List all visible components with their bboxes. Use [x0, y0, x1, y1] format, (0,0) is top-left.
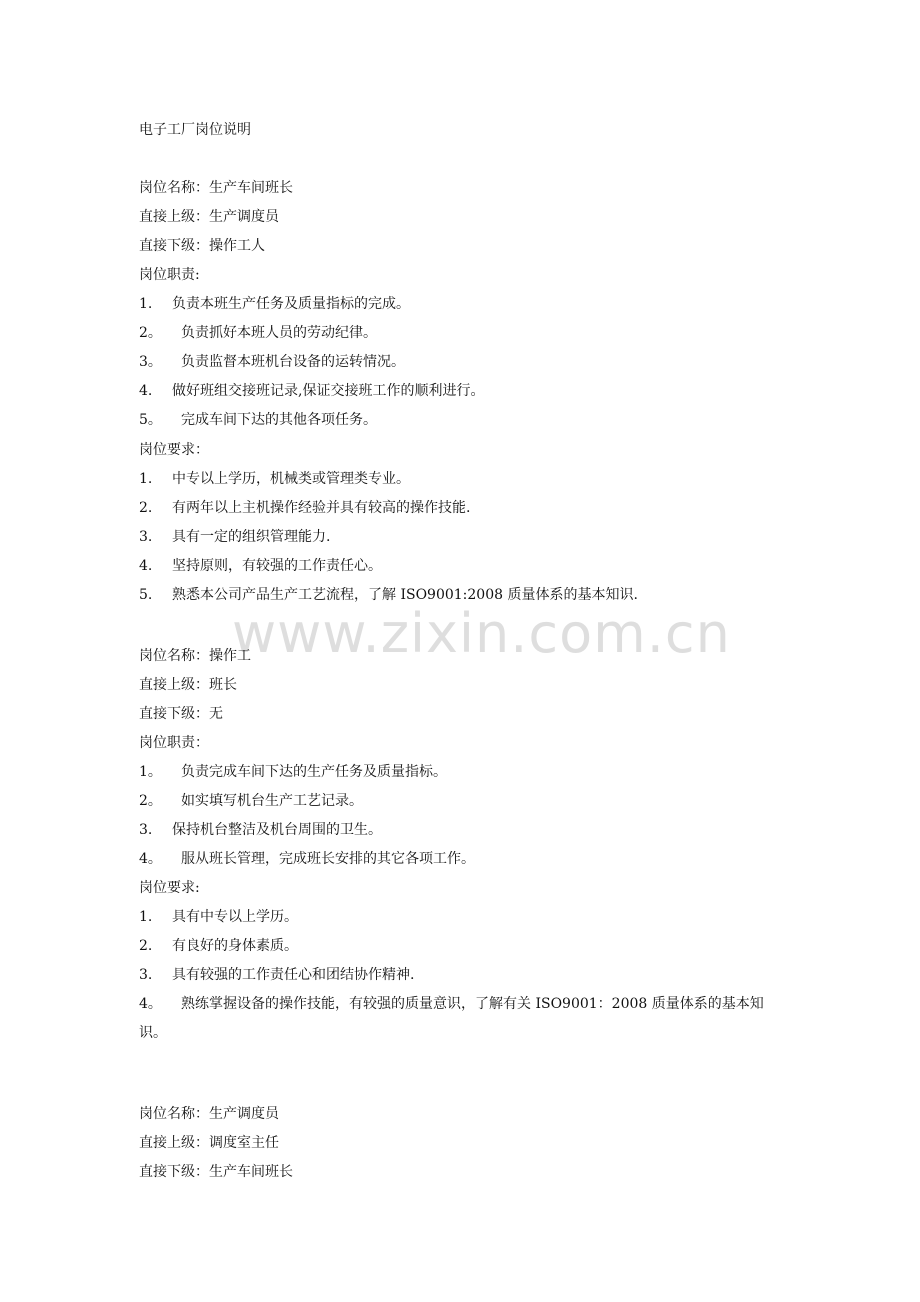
watermark: www.zixin.com.cn: [232, 602, 731, 665]
sec2-requirement-item: [139, 936, 298, 956]
list-text: 如实填写机台生产工艺记录。: [181, 793, 363, 809]
sec1-duty-item: [139, 381, 484, 401]
list-number: 1.: [139, 471, 153, 487]
sec2-position-name: 岗位名称：操作工: [139, 648, 251, 664]
list-number: 5.: [139, 587, 153, 603]
sec3-position-name: 岗位名称：生产调度员: [139, 1106, 279, 1122]
sec1-duties-heading: 岗位职责:: [139, 267, 200, 283]
list-number: 4.: [139, 383, 153, 399]
list-text: 有良好的身体素质。: [172, 938, 298, 954]
document-title: 电子工厂岗位说明: [139, 122, 251, 138]
sec2-duties-heading: 岗位职责：: [139, 735, 209, 751]
list-text: 具有中专以上学历。: [172, 909, 298, 925]
sec2-duty-item: [139, 762, 447, 782]
list-text: 保持机台整洁及机台周围的卫生。: [172, 822, 382, 838]
list-number: 4。: [139, 996, 162, 1012]
list-number: 3。: [139, 354, 162, 370]
sec2-requirement-item: [139, 990, 784, 1048]
sec3-direct-superior: 直接上级：调度室主任: [139, 1135, 279, 1151]
list-text: 具有一定的组织管理能力.: [172, 529, 331, 545]
list-text: 熟练掌握设备的操作技能，有较强的质量意识，了解有关 ISO9001：2008 质量体系的基本知识。: [139, 996, 764, 1041]
sec2-duty-item: [139, 820, 382, 840]
sec1-requirement-item: [139, 556, 382, 576]
list-number: 1.: [139, 909, 153, 925]
sec2-direct-superior: 直接上级：班长: [139, 677, 237, 693]
sec1-duty-item: [139, 352, 405, 372]
sec1-direct-superior: 直接上级：生产调度员: [139, 209, 279, 225]
list-number: 2。: [139, 325, 162, 341]
sec1-requirements-heading: 岗位要求：: [139, 442, 209, 458]
list-number: 3.: [139, 967, 153, 983]
list-number: 2。: [139, 793, 162, 809]
list-text: 做好班组交接班记录,保证交接班工作的顺利进行。: [172, 383, 485, 399]
sec1-duty-item: [139, 323, 377, 343]
sec1-requirement-item: [139, 498, 470, 518]
sec1-duty-item: [139, 410, 377, 430]
list-text: 负责抓好本班人员的劳动纪律。: [181, 325, 377, 341]
sec2-requirement-item: [139, 907, 298, 927]
sec1-requirement-item: [139, 585, 638, 605]
sec1-position-name: 岗位名称：生产车间班长: [139, 180, 293, 196]
sec1-requirement-item: [139, 527, 330, 547]
list-text: 中专以上学历，机械类或管理类专业。: [172, 471, 410, 487]
sec1-direct-subordinate: 直接下级：操作工人: [139, 238, 265, 254]
list-number: 3.: [139, 529, 153, 545]
list-number: 1。: [139, 764, 162, 780]
list-text: 负责完成车间下达的生产任务及质量指标。: [181, 764, 447, 780]
sec1-requirement-item: [139, 469, 410, 489]
list-text: 有两年以上主机操作经验并具有较高的操作技能.: [172, 500, 471, 516]
sec2-duty-item: [139, 791, 363, 811]
sec2-duty-item: [139, 849, 475, 869]
list-number: 3.: [139, 822, 153, 838]
list-text: 坚持原则，有较强的工作责任心。: [172, 558, 382, 574]
list-text: 具有较强的工作责任心和团结协作精神.: [172, 967, 415, 983]
list-number: 1.: [139, 296, 153, 312]
list-number: 4。: [139, 851, 162, 867]
list-number: 2.: [139, 938, 153, 954]
list-text: 负责本班生产任务及质量指标的完成。: [172, 296, 410, 312]
sec3-direct-subordinate: 直接下级：生产车间班长: [139, 1164, 293, 1180]
list-number: 5。: [139, 412, 162, 428]
list-text: 完成车间下达的其他各项任务。: [181, 412, 377, 428]
list-number: 2.: [139, 500, 153, 516]
sec1-duty-item: [139, 294, 410, 314]
list-text: 负责监督本班机台设备的运转情况。: [181, 354, 405, 370]
sec2-direct-subordinate: 直接下级：无: [139, 706, 223, 722]
list-text: 服从班长管理，完成班长安排的其它各项工作。: [181, 851, 475, 867]
list-number: 4.: [139, 558, 153, 574]
sec2-requirement-item: [139, 965, 414, 985]
sec2-requirements-heading: 岗位要求:: [139, 880, 200, 896]
list-text: 熟悉本公司产品生产工艺流程，了解 ISO9001:2008 质量体系的基本知识.: [172, 587, 638, 603]
